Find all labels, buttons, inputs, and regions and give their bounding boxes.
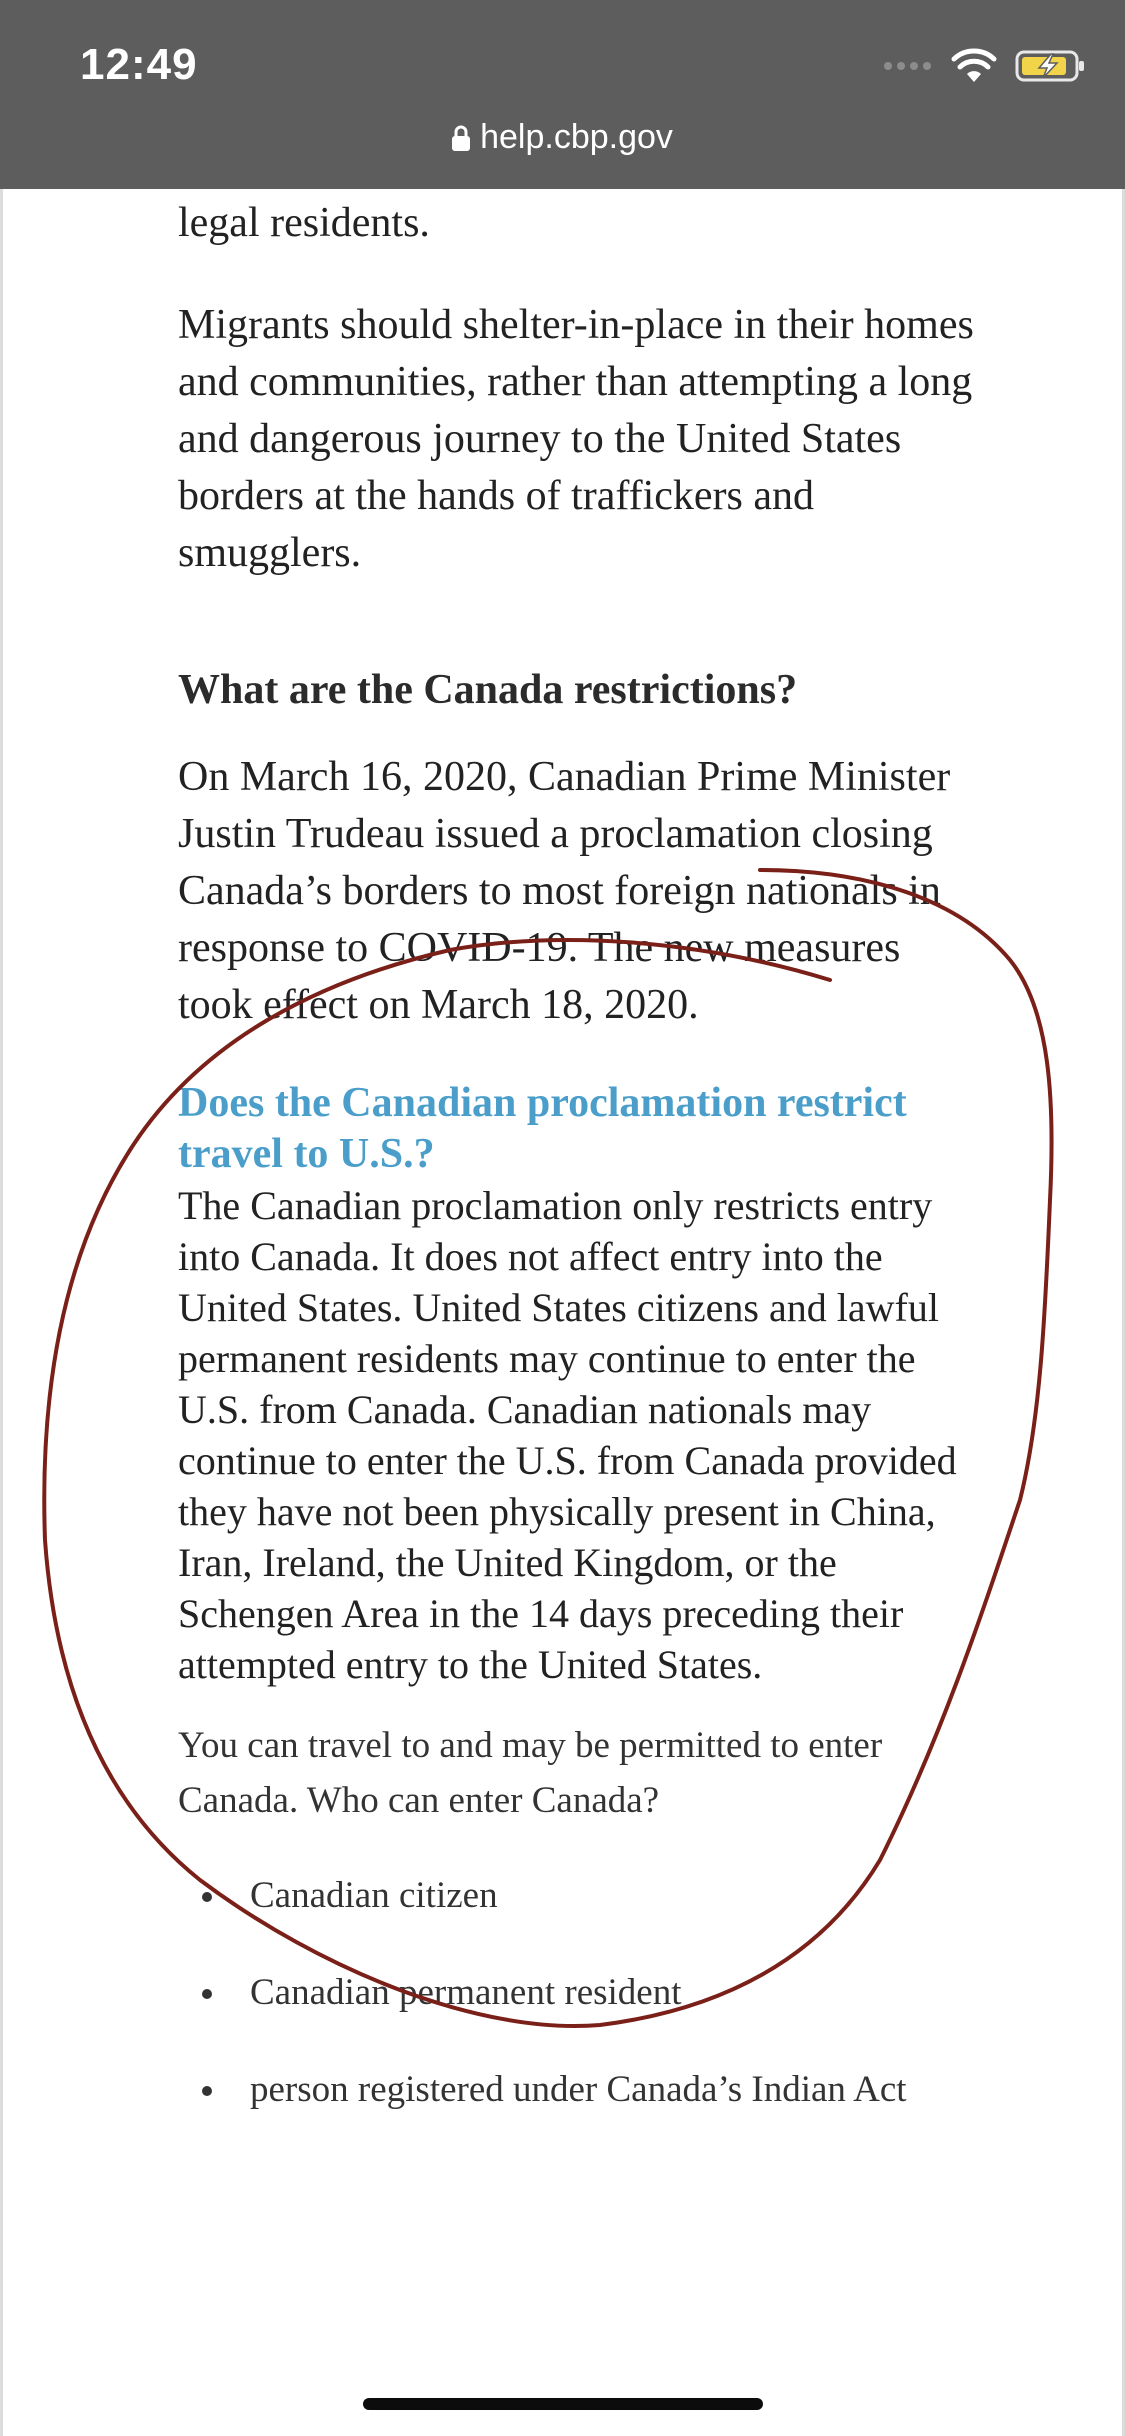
cellular-signal-icon	[884, 62, 931, 70]
list-item: person registered under Canada’s Indian Act	[178, 2060, 978, 2119]
paragraph-who-can-enter: You can travel to and may be permitted to enter Canada. Who can enter Canada?	[178, 1725, 883, 1821]
address-bar[interactable]	[0, 118, 1125, 157]
eligibility-list	[178, 1866, 978, 2119]
bullet-dot	[202, 2086, 212, 2096]
url-text: help.cbp.gov	[480, 118, 673, 156]
bullet-dot	[202, 1892, 212, 1902]
paragraph-proclamation-answer: The Canadian proclamation only restricts entry into Canada. It does not affect entry into the United States. United States citizens and lawful permanent residents may continue to enter the U.S. from Canada. Canadian nationals may continue to enter the U.S. from Canada provided they have not been physically present in China, Iran, Ireland, the United Kingdom, or the Schengen Area in the 14 days preceding their attempted entry to the United States.	[178, 1183, 957, 1687]
status-time: 12:49	[80, 40, 198, 89]
wifi-icon	[951, 48, 997, 84]
browser-top-bar	[0, 0, 1125, 189]
status-icons	[884, 46, 1087, 86]
article-content	[178, 189, 978, 2119]
home-indicator[interactable]	[363, 2398, 763, 2410]
paragraph-canada-restrictions: On March 16, 2020, Canadian Prime Minister Justin Trudeau issued a proclamation closing Canada’s borders to most foreign nationals in response to COVID-19. The new measures took effect on March 18, 2020.	[178, 754, 951, 1028]
heading-canada-restrictions: What are the Canada restrictions?	[178, 667, 798, 713]
list-item: Canadian permanent resident	[178, 1963, 978, 2022]
heading-proclamation-question[interactable]: Does the Canadian proclamation restrict travel to U.S.?	[178, 1080, 907, 1177]
paragraph-legal-residents: legal residents.	[178, 200, 430, 246]
page-edge-left	[0, 189, 3, 2436]
paragraph-migrants: Migrants should shelter-in-place in their homes and communities, rather than attempting a long and dangerous journey to the United States borders at the hands of traffickers and smugglers.	[178, 302, 974, 576]
list-item: Canadian citizen	[178, 1866, 978, 1925]
bullet-dot	[202, 1989, 212, 1999]
lock-icon	[452, 125, 470, 151]
battery-charging-icon	[1015, 49, 1087, 83]
